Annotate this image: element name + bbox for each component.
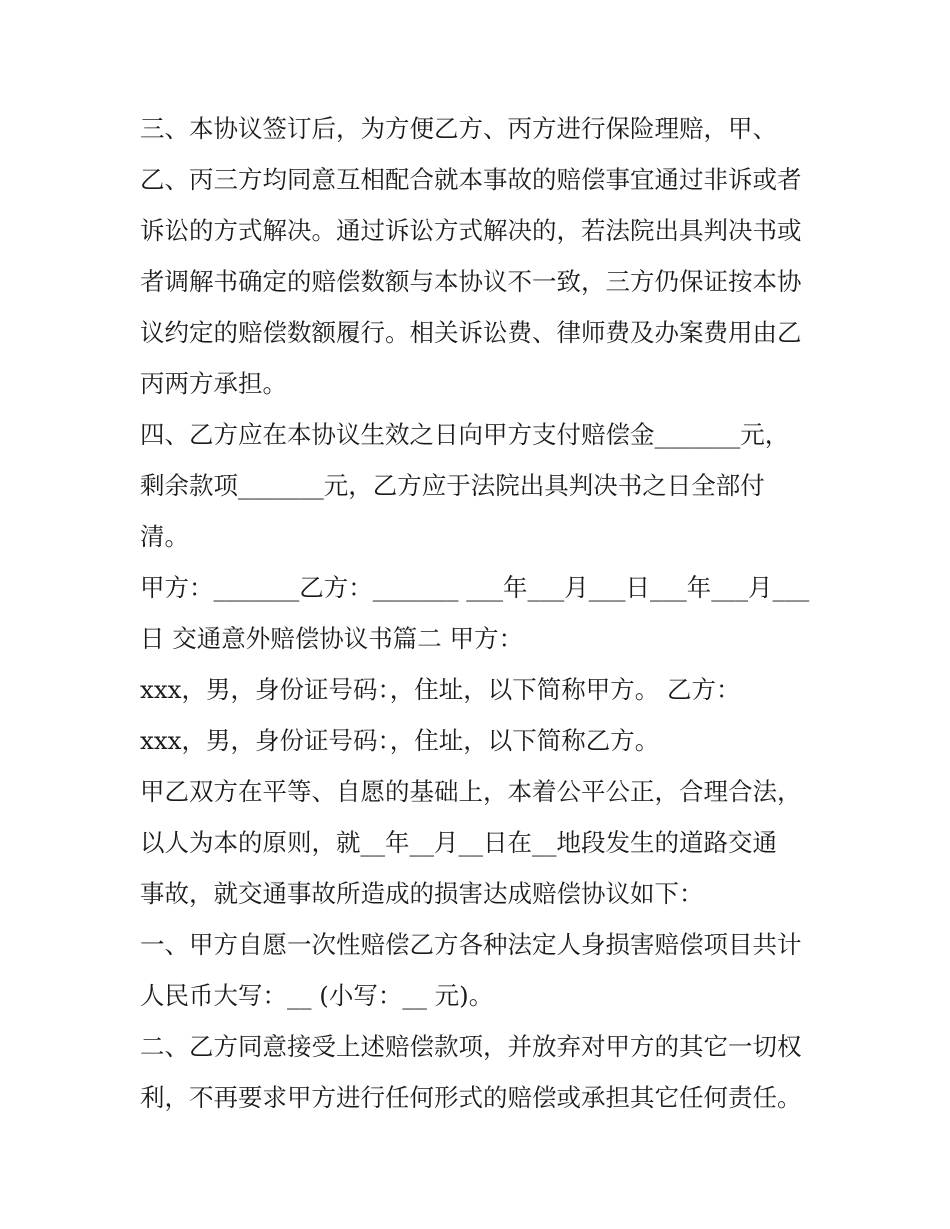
text-line: 乙、丙三方均同意互相配合就本事故的赔偿事宜通过非诉或者 bbox=[140, 165, 802, 194]
document-body bbox=[140, 112, 830, 1132]
text-line: 丙两方承担。 bbox=[140, 369, 287, 398]
text-line: 者调解书确定的赔偿数额与本协议不一致，三方仍保证按本协 bbox=[140, 267, 802, 296]
text-line: 剩余款项_______元，乙方应于法院出具判决书之日全部付 bbox=[140, 471, 765, 500]
text-line: 甲方：_______乙方：_______ ___年___月___日___年___月___ bbox=[140, 573, 810, 602]
text-line: 事故，就交通事故所造成的损害达成赔偿协议如下： bbox=[140, 879, 704, 908]
text-line: xxx，男，身份证号码：，住址，以下简称乙方。 bbox=[140, 726, 660, 755]
text-line: 四、乙方应在本协议生效之日向甲方支付赔偿金_______元， bbox=[140, 420, 790, 449]
text-line: 诉讼的方式解决。通过诉讼方式解决的，若法院出具判决书或 bbox=[140, 216, 802, 245]
text-line: 人民币大写：__ (小写：__ 元)。 bbox=[140, 981, 494, 1010]
text-line: 一、甲方自愿一次性赔偿乙方各种法定人身损害赔偿项目共计 bbox=[140, 930, 802, 959]
text-line: 日 交通意外赔偿协议书篇二 甲方： bbox=[140, 624, 524, 653]
text-line: 甲乙双方在平等、自愿的基础上，本着公平公正，合理合法， bbox=[140, 777, 802, 806]
text-line: 议约定的赔偿数额履行。相关诉讼费、律师费及办案费用由乙 bbox=[140, 318, 802, 347]
text-line: 二、乙方同意接受上述赔偿款项，并放弃对甲方的其它一切权 bbox=[140, 1032, 802, 1061]
text-line: 以人为本的原则，就__年__月__日在__地段发生的道路交通 bbox=[140, 828, 777, 857]
text-line: xxx，男，身份证号码：，住址，以下简称甲方。 乙方： bbox=[140, 675, 741, 704]
text-line: 清。 bbox=[140, 522, 189, 551]
text-line: 三、本协议签订后，为方便乙方、丙方进行保险理赔，甲、 bbox=[140, 114, 777, 143]
text-line: 利，不再要求甲方进行任何形式的赔偿或承担其它任何责任。 bbox=[140, 1083, 802, 1112]
